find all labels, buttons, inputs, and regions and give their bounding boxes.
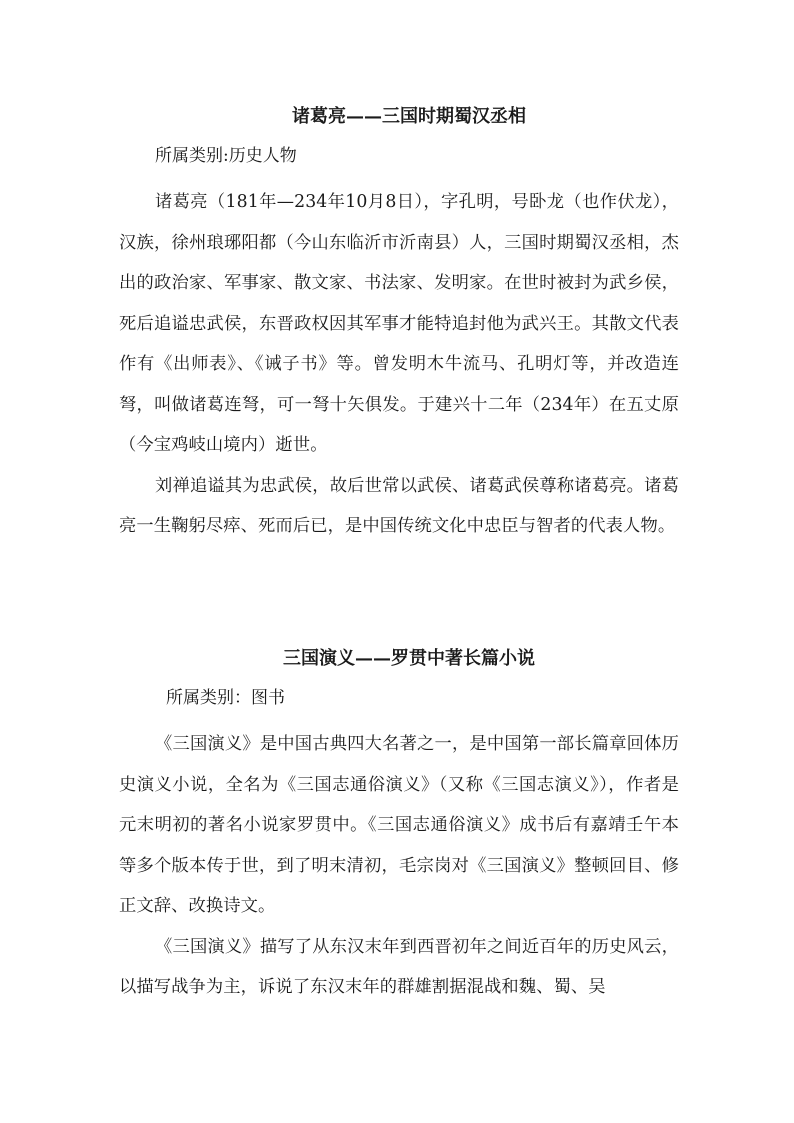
article-title: 三国演义——罗贯中著长篇小说 bbox=[283, 648, 535, 669]
article-romance-three-kingdoms bbox=[119, 644, 679, 1008]
article-zhuge-liang bbox=[119, 102, 679, 547]
paragraph: 刘禅追谥其为忠武侯，故后世常以武侯、诸葛武侯尊称诸葛亮。诸葛亮一生鞠躬尽瘁、死而后已，是中国传统文化中忠臣与智者的代表人物。 bbox=[119, 475, 679, 536]
article-category: 所属类别:历史人物 bbox=[155, 146, 297, 166]
paragraph: 《三国演义》是中国古典四大名著之一，是中国第一部长篇章回体历史演义小说，全名为《三国志通俗演义》（又称《三国志演义》），作者是元末明初的著名小说家罗贯中。《三国志通俗演义》成书后有嘉靖壬午本等多个版本传于世，到了明末清初，毛宗岗对《三国演义》整顿回目、修正文辞、改换诗文。 bbox=[119, 734, 679, 916]
article-category: 所属类别：图书 bbox=[166, 688, 285, 708]
paragraph: 《三国演义》描写了从东汉末年到西晋初年之间近百年的历史风云，以描写战争为主，诉说了东汉末年的群雄割据混战和魏、蜀、吴 bbox=[119, 936, 679, 997]
paragraph: 诸葛亮（181年—234年10月8日），字孔明，号卧龙（也作伏龙），汉族，徐州琅琊阳都（今山东临沂市沂南县）人，三国时期蜀汉丞相，杰出的政治家、军事家、散文家、书法家、发明家。在世时被封为武乡侯，死后追谥忠武侯，东晋政权因其军事才能特追封他为武兴王。其散文代表作有《出师表》、《诫子书》等。曾发明木牛流马、孔明灯等，并改造连弩，叫做诸葛连弩，可一弩十矢俱发。于建兴十二年（234年）在五丈原（今宝鸡岐山境内）逝世。 bbox=[119, 192, 679, 455]
article-title: 诸葛亮——三国时期蜀汉丞相 bbox=[292, 106, 526, 127]
